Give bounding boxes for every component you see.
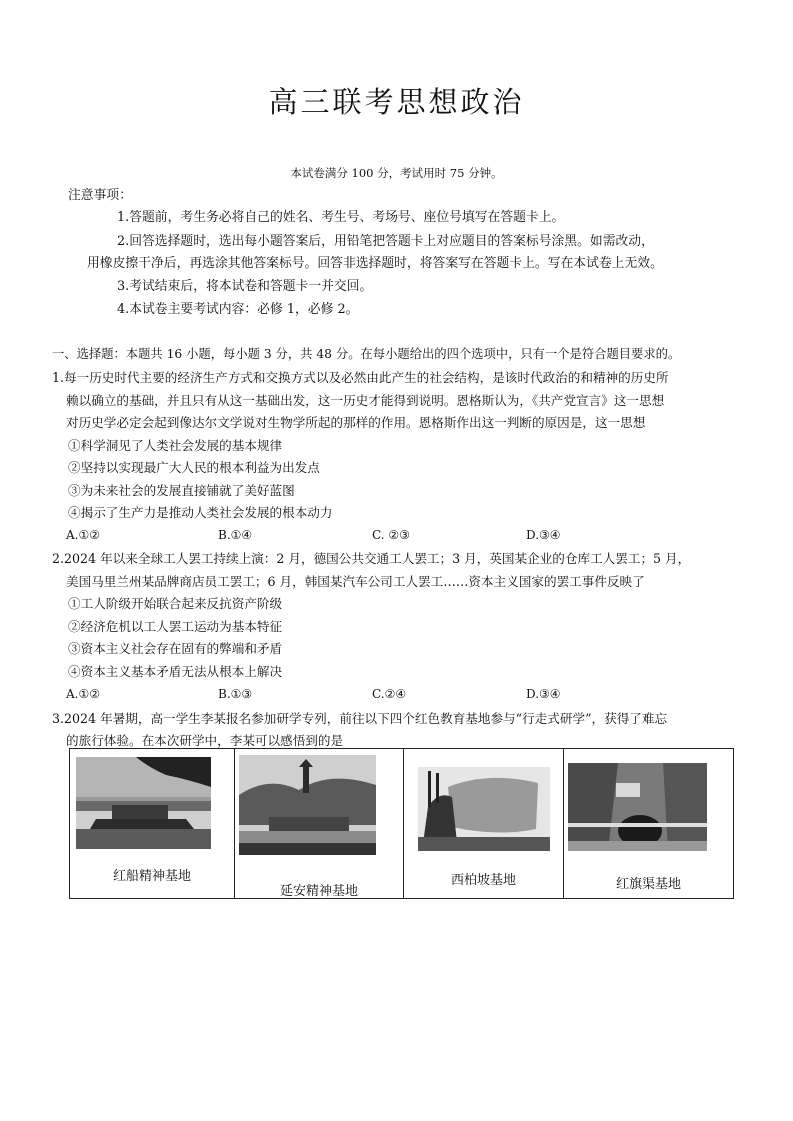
exam-title: 高三联考思想政治 [268,85,525,119]
photo-cell-xibaipo [404,749,564,898]
q2-choices [66,687,626,705]
photo-cell-yanan [235,749,404,898]
photo-cell-red-boat [70,749,235,898]
note-item-2-cont: 用橡皮擦干净后，再选涂其他答案标号。回答非选择题时，将答案写在答题卡上。写在本试卷上无效。 [87,256,663,271]
xibaipo-photo [418,767,550,851]
note-item-1: 1.答题前，考生务必将自己的姓名、考生号、考场号、座位号填写在答题卡上。 [117,210,565,225]
q1-option-3: ③为未来社会的发展直接铺就了美好蓝图 [68,483,295,498]
q2-option-2: ②经济危机以工人罢工运动为基本特征 [68,619,283,634]
q1-choice-d[interactable]: D.③④ [526,528,561,542]
q2-choice-b[interactable]: B.①③ [218,687,253,701]
caption-hongqiqu: 红旗渠基地 [615,877,681,892]
q2-option-3: ③资本主义社会存在固有的弊端和矛盾 [68,641,283,656]
caption-yanan: 延安精神基地 [279,884,358,899]
q3-stem-line-1: 3.2024 年暑期，高一学生李某报名参加研学专列，前往以下四个红色教育基地参与“行走式研学”，获得了难忘 [52,711,668,726]
note-item-4: 4.本试卷主要考试内容：必修 1，必修 2。 [117,302,359,317]
exam-subtitle: 本试卷满分 100 分，考试用时 75 分钟。 [290,166,503,180]
note-item-2: 2.回答选择题时，选出每小题答案后，用铅笔把答题卡上对应题目的答案标号涂黑。如需改动， [117,234,654,249]
q1-choice-a[interactable]: A.①② [66,528,100,542]
q1-option-4: ④揭示了生产力是推动人类社会发展的根本动力 [68,505,333,520]
red-boat-photo [76,757,211,849]
q1-stem-line-3: 对历史学必定会起到像达尔文学说对生物学所起的那样的作用。恩格斯作出这一判断的原因是，这一思想 [66,415,646,430]
q1-option-1: ①科学洞见了人类社会发展的基本规律 [68,438,283,453]
caption-xibaipo: 西柏坡基地 [450,873,516,888]
q1-choice-b[interactable]: B.①④ [218,528,253,542]
q2-stem-line-2: 美国马里兰州某品牌商店员工罢工；6 月，韩国某汽车公司工人罢工……资本主义国家的罢工事件反映了 [66,574,645,589]
q2-stem-line-1: 2.2024 年以来全球工人罢工持续上演：2 月，德国公共交通工人罢工；3 月，英国某企业的仓库工人罢工；5 月， [52,551,691,566]
q2-option-1: ①工人阶级开始联合起来反抗资产阶级 [68,596,283,611]
photo-table [69,748,734,899]
q1-option-2: ②坚持以实现最广大人民的根本利益为出发点 [68,460,320,475]
notes-heading: 注意事项： [68,188,132,203]
q1-choice-c[interactable]: C. ②③ [372,528,410,542]
section-heading: 一、选择题：本题共 16 小题，每小题 3 分，共 48 分。在每小题给出的四个选项中，只有一个是符合题目要求的。 [52,347,681,361]
hongqiqu-photo [568,763,707,851]
q1-stem-line-1: 1.每一历史时代主要的经济生产方式和交换方式以及必然由此产生的社会结构，是该时代政治的和精神的历史所 [52,370,669,385]
q2-choice-a[interactable]: A.①② [66,687,100,701]
photo-cell-hongqiqu [564,749,733,898]
caption-red-boat: 红船精神基地 [112,869,191,884]
q2-option-4: ④资本主义基本矛盾无法从根本上解决 [68,664,283,679]
yanan-photo [239,755,376,855]
q2-choice-d[interactable]: D.③④ [526,687,561,701]
q2-choice-c[interactable]: C.②④ [372,687,407,701]
q3-stem-line-2: 的旅行体验。在本次研学中，李某可以感悟到的是 [66,733,344,748]
q1-stem-line-2: 赖以确立的基础，并且只有从这一基础出发，这一历史才能得到说明。恩格斯认为，《共产党宣言》这一思想 [66,393,665,408]
note-item-3: 3.考试结束后，将本试卷和答题卡一并交回。 [117,279,373,294]
q1-choices [66,528,626,546]
